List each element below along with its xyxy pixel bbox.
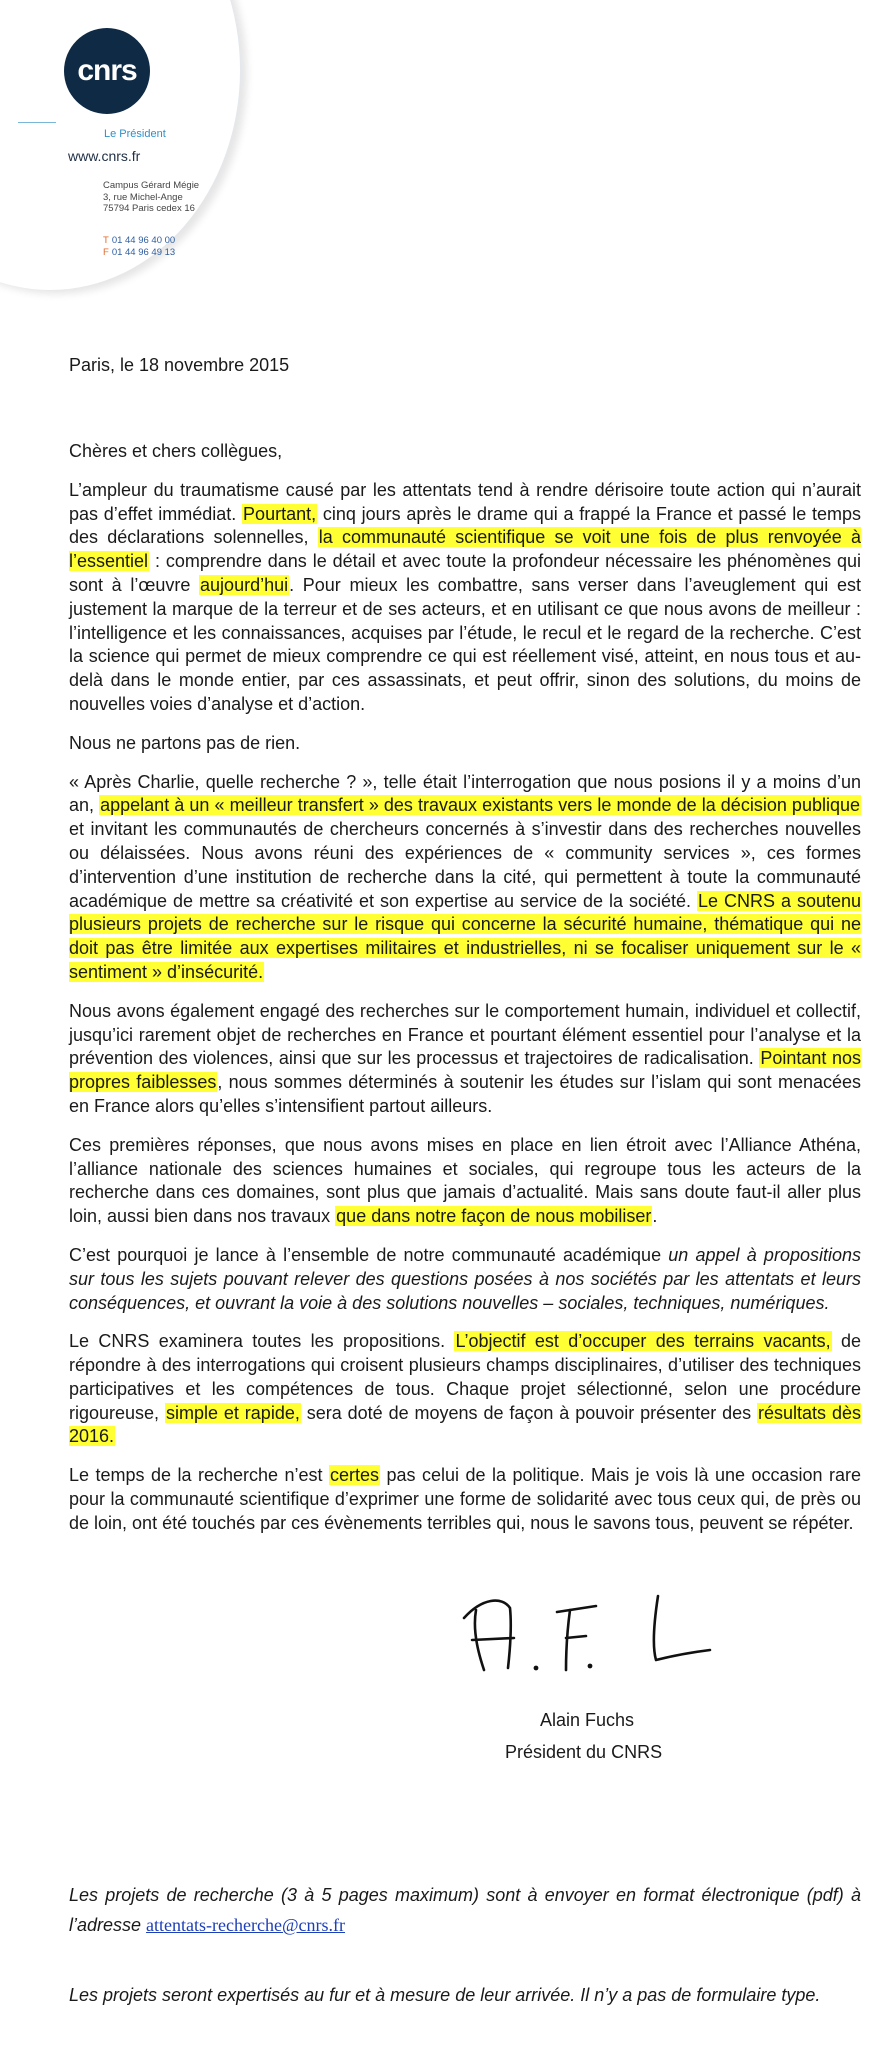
text-run: , nous sommes déterminés à soutenir les études sur l’islam qui sont menacées en France alors qu’elles s’intensifient partout ailleurs. <box>69 1072 862 1116</box>
text-run: pas celui de la politique. Mais je vois là une occasion rare pour la communauté scientifique d’exprimer une forme de solidarité avec tous ceux qui, de près ou de loin, ont été touchés par ces évènements terribles qui, nous le savons tous, peuvent se répéter. <box>69 1465 861 1533</box>
handwritten-signature <box>462 1588 712 1678</box>
address-line: 3, rue Michel-Ange <box>103 191 183 203</box>
highlighted-text: aujourd’hui <box>200 574 289 595</box>
website-text: www.cnrs.fr <box>68 148 141 164</box>
paragraph-6 <box>69 1244 861 1315</box>
letter-body <box>69 440 861 1551</box>
highlighted-text: L’objectif est d’occuper des terrains vacants, <box>455 1331 831 1352</box>
text-run: sera doté de moyens de façon à pouvoir présenter des <box>300 1402 758 1423</box>
text-run: « Après Charlie, quelle recherche ? », telle était l’interrogation que nous posions il y a moins d’un an, <box>69 771 861 816</box>
phone-line <box>103 235 175 247</box>
text-run: : comprendre dans le détail et avec toute la profondeur nécessaire les phénomènes qui sont à l’œuvre <box>69 551 861 595</box>
submission-instructions <box>69 1880 861 1940</box>
highlighted-text: que dans notre façon de nous mobiliser <box>336 1206 652 1227</box>
paragraph-3 <box>69 771 861 985</box>
highlighted-text: Pourtant, <box>243 503 317 524</box>
phone-number: 01 44 96 40 00 <box>111 235 176 246</box>
highlighted-text: Pointant nos propres faiblesses <box>69 1048 861 1093</box>
highlighted-text: certes <box>330 1465 380 1486</box>
fax-line <box>103 247 175 259</box>
text-run: . <box>652 1206 658 1227</box>
address-line: 75794 Paris cedex 16 <box>103 203 195 214</box>
signatory-name: Alain Fuchs <box>540 1710 635 1730</box>
text-run: Le temps de la recherche n’est <box>69 1465 329 1486</box>
letterhead-divider <box>18 122 56 123</box>
highlighted-text: résultats dès 2016. <box>69 1402 861 1447</box>
paragraph-1 <box>69 479 861 717</box>
president-label: Le Président <box>104 128 166 140</box>
phone-prefix: T <box>103 235 109 246</box>
text-run: Nous avons également engagé des recherches sur le comportement humain, individuel et collectif, jusqu’ici rarement objet de recherches en France et pourtant élément essentiel pour l’analyse et la prévention des violences, ainsi que sur les processus et trajectoires de radicalisation. <box>69 1000 861 1069</box>
paragraph-2: Nous ne partons pas de rien. <box>69 732 301 753</box>
email-link[interactable]: attentats-recherche@cnrs.fr <box>146 1915 346 1935</box>
signature-dot <box>534 1666 539 1671</box>
highlighted-text: Le CNRS a soutenu plusieurs projets de recherche sur le risque qui concerne la sécurité humaine, thématique qui ne doit pas être limitée aux expertises militaires et industrielles, ni se focaliser uniquement sur le « sentiment » d’insécurité. <box>69 890 861 982</box>
paragraph-7 <box>69 1330 861 1449</box>
paragraph-5 <box>69 1134 861 1229</box>
fax-prefix: F <box>103 246 109 258</box>
cnrs-logo-text: cnrs <box>77 54 137 87</box>
evaluation-note: Les projets seront expertisés au fur et à mesure de leur arrivée. Il n’y a pas de formulaire type. <box>69 1985 821 2005</box>
letter-date: Paris, le 18 novembre 2015 <box>69 355 290 375</box>
footer-line-1: Les projets de recherche (3 à 5 pages maximum) sont à envoyer en format électronique (pdf) à l’adresse <box>69 1885 861 1935</box>
text-run: Le CNRS examinera toutes les propositions. <box>69 1331 455 1352</box>
signatory-title: Président du CNRS <box>505 1742 663 1762</box>
cnrs-logo <box>64 28 150 114</box>
contact-numbers <box>103 235 175 258</box>
text-run: et invitant les communautés de chercheurs concernés à s’investir dans des recherches nouvelles ou délaissées. Nous avons réuni des expériences de « community services », ces formes d’intervention d’une institution de recherche dans la cité, qui permettent à toute la communauté académique de mettre sa créativité et son expertise au service de la société. <box>69 819 861 911</box>
paragraph-8 <box>69 1464 861 1535</box>
highlighted-text: appelant à un « meilleur transfert » des travaux existants vers le monde de la décision publique <box>100 795 860 816</box>
paragraph-4 <box>69 1000 861 1119</box>
text-run: . Pour mieux les combattre, sans verser dans l’aveuglement qui est justement la marque de la terreur et de ses acteurs, et en utilisant ce que nous avons de meilleur : l’intelligence et les connaissances, acquises par l’étude, le recul et le regard de la recherche. C’est la science qui permet de mieux comprendre ce qui est réellement visé, atteint, en nous tous et au-delà dans le monde entier, par ces assassinats, et peut offrir, sinon des solutions, du moins de nouvelles voies d’analyse et d’action. <box>69 574 861 714</box>
signature-dot <box>588 1664 593 1669</box>
fax-number: 01 44 96 49 13 <box>111 246 176 258</box>
highlighted-text: la communauté scientifique se voit une fois de plus renvoyée à l’essentiel <box>69 527 861 572</box>
text-run: C’est pourquoi je lance à l’ensemble de notre communauté académique <box>69 1244 669 1265</box>
italic-text: un appel à propositions sur tous les sujets pouvant relever des questions posées à nos sociétés par les attentats et leurs conséquences, et ouvrant la voie à des solutions nouvelles – sociales, techniques, numériques. <box>69 1244 861 1313</box>
greeting: Chères et chers collègues, <box>69 441 283 461</box>
address-block <box>103 180 199 215</box>
text-run: de répondre à des interrogations qui croisent plusieurs champs disciplinaires, d’utiliser des techniques participatives et les compétences de tous. Chaque projet sélectionné, selon une procédure rigoureuse, <box>69 1331 861 1423</box>
text-run: Ces premières réponses, que nous avons mises en place en lien étroit avec l’Alliance Athéna, l’alliance nationale des sciences humaines et sociales, qui regroupe tous les acteurs de la recherche dans ces domaines, sont plus que jamais d’actualité. Mais sans doute faut-il aller plus loin, aussi bien dans nos travaux <box>69 1134 861 1227</box>
text-run: cinq jours après le drame qui a frappé la France et passé le temps des déclarations solennelles, <box>69 503 861 548</box>
text-run: L’ampleur du traumatisme causé par les attentats tend à rendre dérisoire toute action qui n’aurait pas d’effet immédiat. <box>69 479 861 524</box>
highlighted-text: simple et rapide, <box>165 1402 300 1423</box>
address-line: Campus Gérard Mégie <box>103 180 200 191</box>
